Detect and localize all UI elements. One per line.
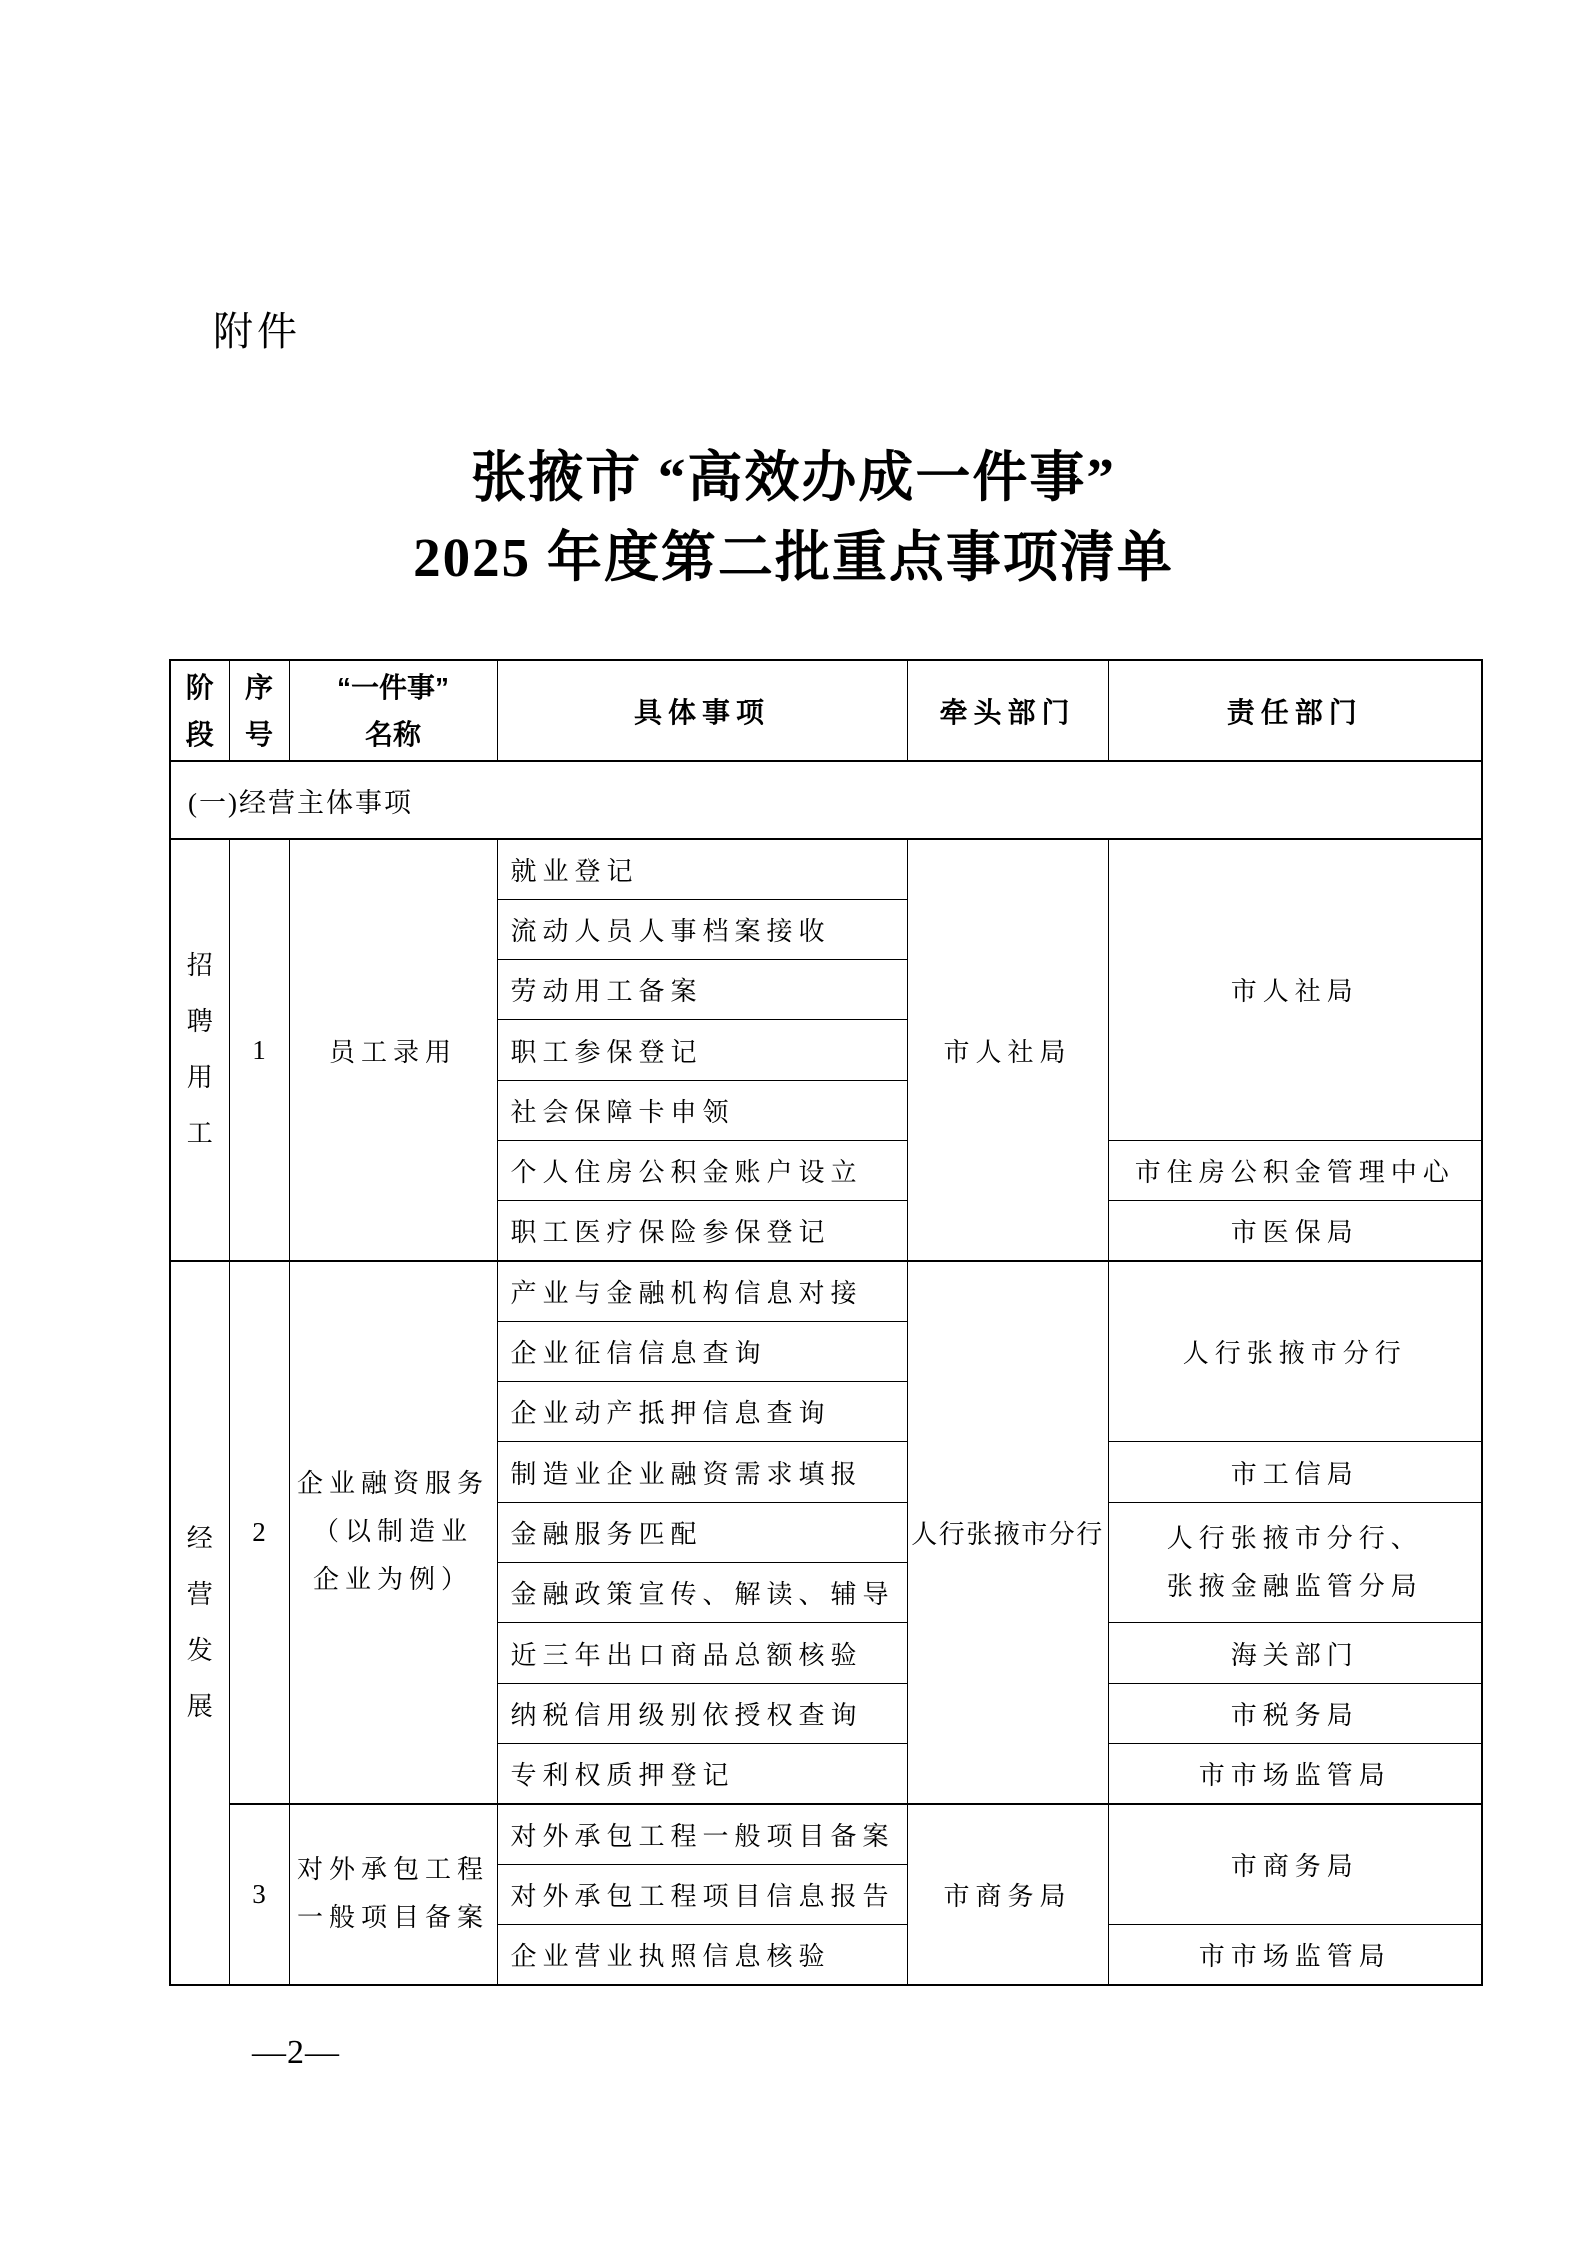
document-title <box>0 438 1587 598</box>
lead-cell: 人行张掖市分行 <box>907 1261 1108 1804</box>
stage-char: 工 <box>186 1119 213 1149</box>
header-responsible: 责任部门 <box>1108 660 1482 761</box>
table-header <box>170 660 1482 761</box>
item-cell: 金融政策宣传、解读、辅导 <box>497 1563 907 1623</box>
responsible-cell: 市人社局 <box>1108 839 1482 1140</box>
name-line: 企业为例） <box>312 1565 473 1595</box>
stage-char: 展 <box>186 1691 213 1721</box>
header-name-line: “一件事” <box>336 671 449 703</box>
table-row <box>170 1804 1482 1864</box>
header-stage-line: 段 <box>185 718 214 750</box>
stage-char: 营 <box>186 1579 213 1609</box>
stage-char: 招 <box>186 951 213 981</box>
item-cell: 企业动产抵押信息查询 <box>497 1382 907 1442</box>
seq-cell: 2 <box>229 1261 289 1804</box>
name-cell <box>289 1804 497 1985</box>
lead-cell: 市商务局 <box>907 1804 1108 1985</box>
responsible-cell <box>1108 1502 1482 1623</box>
stage-cell <box>170 839 229 1261</box>
header-seq <box>229 660 289 761</box>
responsible-multiline <box>1109 1515 1482 1611</box>
item-cell: 劳动用工备案 <box>497 960 907 1020</box>
responsible-cell: 市住房公积金管理中心 <box>1108 1140 1482 1200</box>
item-cell: 对外承包工程一般项目备案 <box>497 1804 907 1864</box>
responsible-cell: 人行张掖市分行 <box>1108 1261 1482 1442</box>
header-row <box>170 660 1482 761</box>
stage-char: 经 <box>186 1523 213 1553</box>
responsible-cell: 市税务局 <box>1108 1683 1482 1743</box>
item-cell: 制造业企业融资需求填报 <box>497 1442 907 1502</box>
header-item: 具体事项 <box>497 660 907 761</box>
header-name-line: 名称 <box>364 718 421 750</box>
name-multiline <box>290 1460 497 1604</box>
item-cell: 社会保障卡申领 <box>497 1080 907 1140</box>
section-title: (一)经营主体事项 <box>170 761 1482 839</box>
item-cell: 专利权质押登记 <box>497 1743 907 1803</box>
header-seq-line: 序 <box>244 671 273 703</box>
responsible-cell: 市工信局 <box>1108 1442 1482 1502</box>
items-table <box>169 659 1483 1986</box>
stage-vertical-text <box>171 938 229 1162</box>
stage-cell <box>170 1261 229 1985</box>
stage-char: 聘 <box>186 1007 213 1037</box>
item-cell: 个人住房公积金账户设立 <box>497 1140 907 1200</box>
item-cell: 纳税信用级别依授权查询 <box>497 1683 907 1743</box>
page-number: —2— <box>252 2034 340 2071</box>
name-multiline <box>290 1846 497 1942</box>
header-seq-line: 号 <box>244 718 273 750</box>
responsible-cell: 市市场监管局 <box>1108 1743 1482 1803</box>
item-cell: 流动人员人事档案接收 <box>497 899 907 959</box>
name-cell: 员工录用 <box>289 839 497 1261</box>
item-cell: 金融服务匹配 <box>497 1502 907 1562</box>
header-stage <box>170 660 229 761</box>
item-cell: 近三年出口商品总额核验 <box>497 1623 907 1683</box>
table-row <box>170 839 1482 899</box>
stage-char: 用 <box>186 1063 213 1093</box>
header-name <box>289 660 497 761</box>
name-line: 对外承包工程 <box>296 1855 489 1885</box>
responsible-cell: 海关部门 <box>1108 1623 1482 1683</box>
item-cell: 就业登记 <box>497 839 907 899</box>
responsible-cell: 市医保局 <box>1108 1201 1482 1261</box>
lead-cell: 市人社局 <box>907 839 1108 1261</box>
responsible-cell: 市市场监管局 <box>1108 1924 1482 1984</box>
name-line: （以制造业 <box>312 1517 473 1547</box>
item-cell: 对外承包工程项目信息报告 <box>497 1864 907 1924</box>
responsible-cell: 市商务局 <box>1108 1804 1482 1925</box>
item-cell: 职工医疗保险参保登记 <box>497 1201 907 1261</box>
item-cell: 企业征信信息查询 <box>497 1321 907 1381</box>
stage-vertical-text <box>171 1511 229 1735</box>
item-cell: 企业营业执照信息核验 <box>497 1924 907 1984</box>
item-cell: 产业与金融机构信息对接 <box>497 1261 907 1321</box>
table-row <box>170 1261 1482 1321</box>
responsible-line: 人行张掖市分行、 <box>1166 1523 1423 1553</box>
seq-cell: 1 <box>229 839 289 1261</box>
document-title-line-2: 2025 年度第二批重点事项清单 <box>413 527 1174 588</box>
document-title-line-1: 张掖市 “高效办成一件事” <box>471 447 1116 508</box>
header-stage-line: 阶 <box>185 671 214 703</box>
item-cell: 职工参保登记 <box>497 1020 907 1080</box>
attachment-label: 附件 <box>213 310 301 354</box>
header-lead: 牵头部门 <box>907 660 1108 761</box>
responsible-line: 张掖金融监管分局 <box>1166 1571 1423 1601</box>
name-line: 企业融资服务 <box>296 1469 489 1499</box>
name-line: 一般项目备案 <box>296 1903 489 1933</box>
name-cell <box>289 1261 497 1804</box>
table-body <box>170 761 1482 1985</box>
section-row <box>170 761 1482 839</box>
seq-cell: 3 <box>229 1804 289 1985</box>
stage-char: 发 <box>186 1635 213 1665</box>
